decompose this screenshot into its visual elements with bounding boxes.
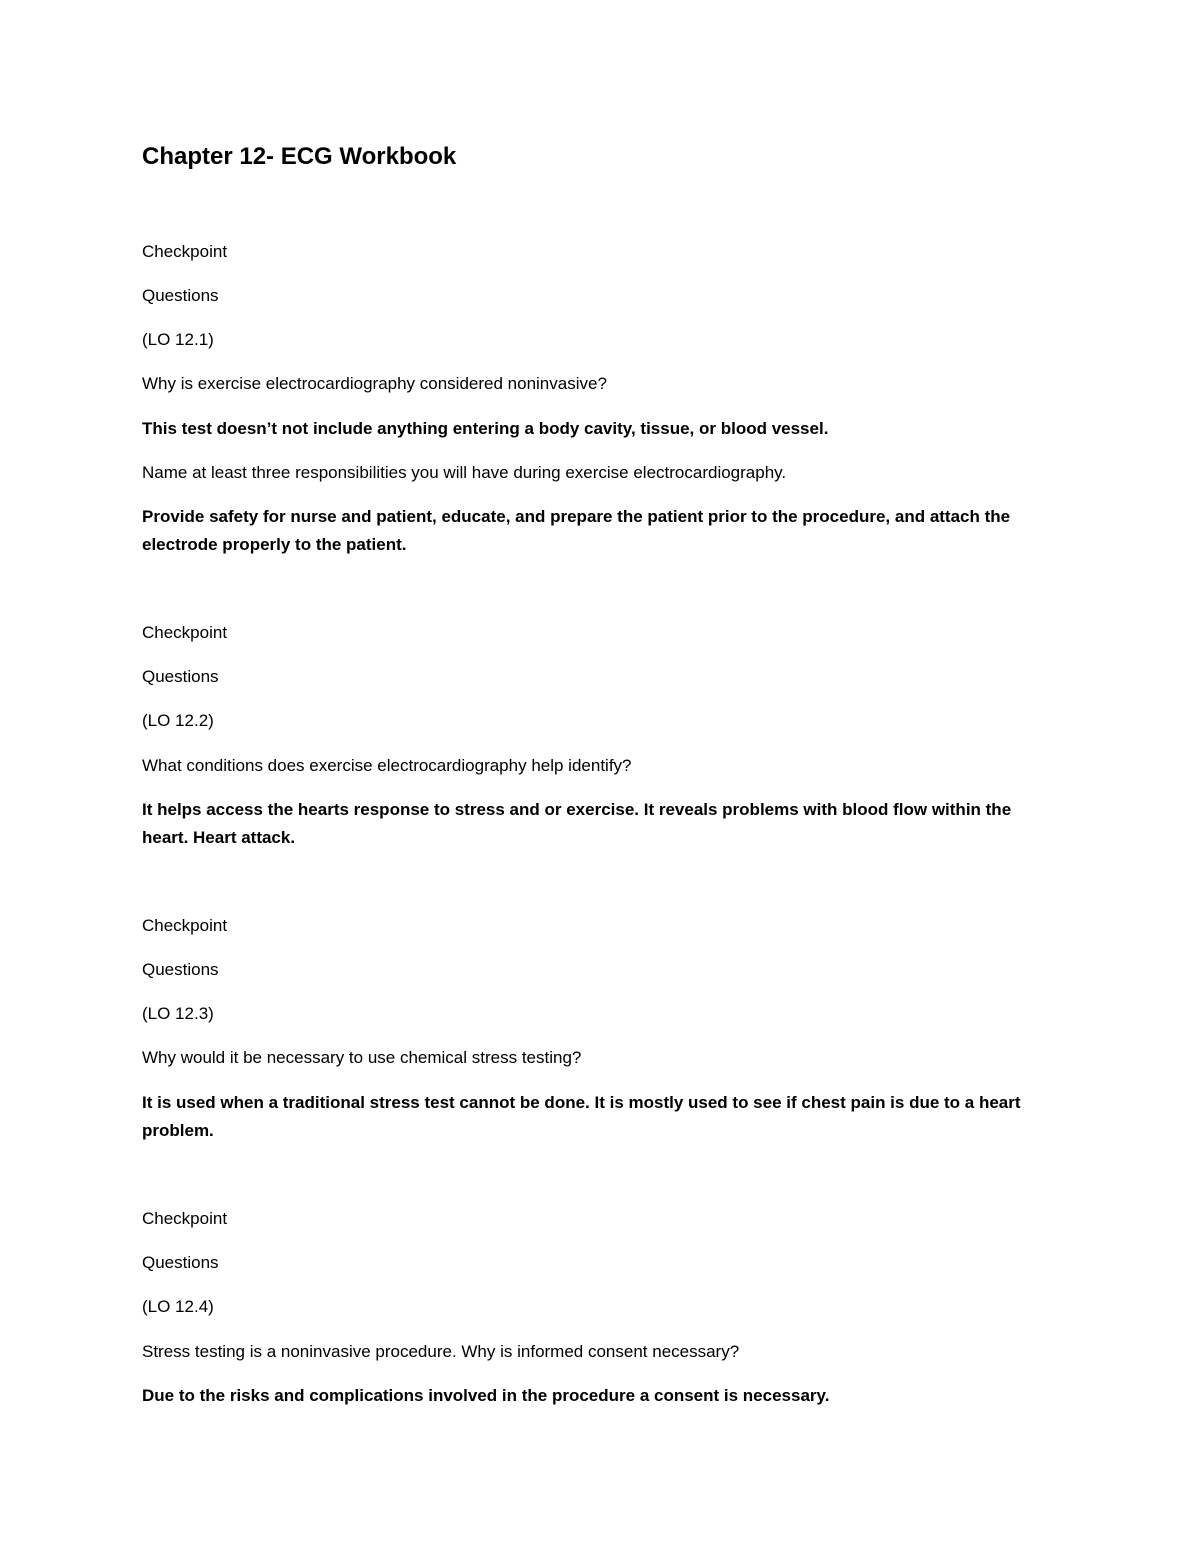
learning-objective: (LO 12.3) [142, 1004, 214, 1023]
learning-objective: (LO 12.4) [142, 1297, 214, 1316]
answer-text: Due to the risks and complications involved in the procedure a consent is necessary. [142, 1386, 830, 1405]
questions-heading: Questions [142, 286, 219, 305]
question-text: Name at least three responsibilities you will have during exercise electrocardiography. [142, 463, 787, 482]
checkpoint-heading: Checkpoint [142, 242, 228, 261]
questions-heading: Questions [142, 667, 219, 686]
checkpoint-heading: Checkpoint [142, 623, 228, 642]
document-title: Chapter 12- ECG Workbook [142, 143, 457, 170]
answer-text: It helps access the hearts response to stress and or exercise. It reveals problems with blood flow within the heart. Heart attack. [142, 800, 1012, 847]
answer-text: This test doesn’t not include anything entering a body cavity, tissue, or blood vessel. [142, 419, 829, 438]
question-text: What conditions does exercise electrocardiography help identify? [142, 756, 632, 775]
question-text: Why is exercise electrocardiography considered noninvasive? [142, 374, 607, 393]
learning-objective: (LO 12.1) [142, 330, 214, 349]
questions-heading: Questions [142, 960, 219, 979]
answer-text: It is used when a traditional stress test cannot be done. It is mostly used to see if chest pain is due to a heart problem. [142, 1093, 1021, 1140]
question-text: Why would it be necessary to use chemical stress testing? [142, 1048, 582, 1067]
questions-heading: Questions [142, 1253, 219, 1272]
learning-objective: (LO 12.2) [142, 711, 214, 730]
checkpoint-heading: Checkpoint [142, 1209, 228, 1228]
answer-text: Provide safety for nurse and patient, educate, and prepare the patient prior to the procedure, and attach the electrode properly to the patient. [142, 507, 1011, 554]
question-text: Stress testing is a noninvasive procedure. Why is informed consent necessary? [142, 1342, 740, 1361]
checkpoint-heading: Checkpoint [142, 916, 228, 935]
